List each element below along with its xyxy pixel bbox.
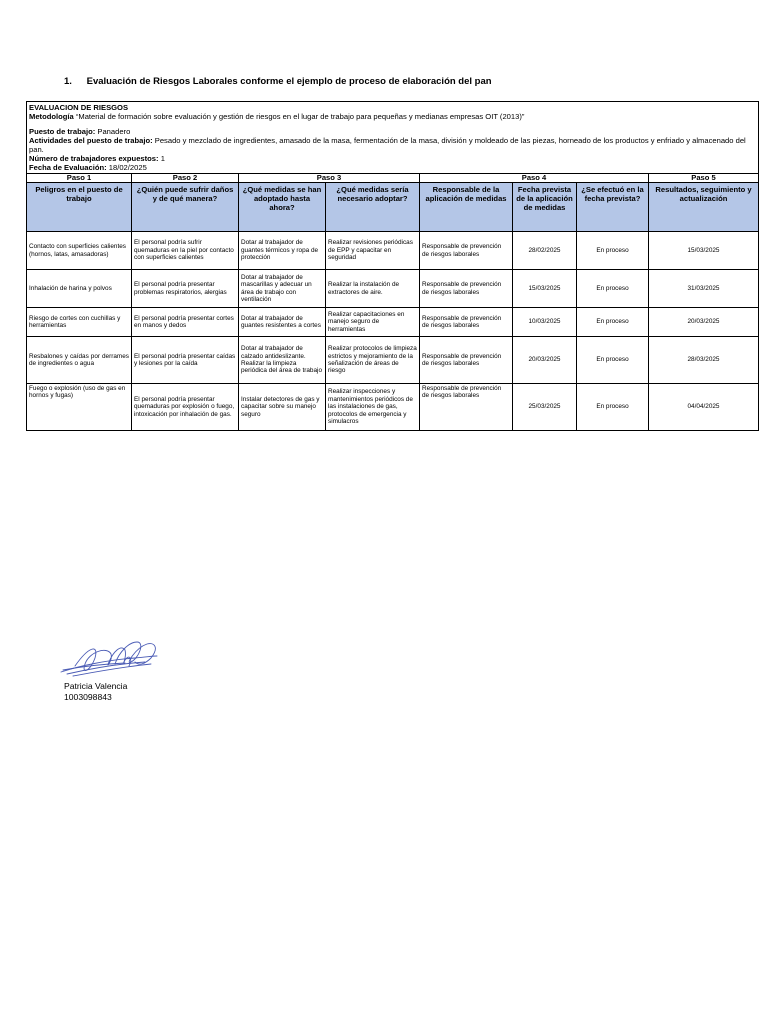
date-label: Fecha de Evaluación: xyxy=(29,163,107,172)
done-cell: En proceso xyxy=(577,270,649,308)
col-header-responsible: Responsable de la aplicación de medidas xyxy=(420,183,513,232)
hazard-cell: Fuego o explosión (uso de gas en hornos y fugas) xyxy=(27,384,132,431)
col-header-current-measures: ¿Qué medidas se han adoptado hasta ahora? xyxy=(239,183,326,232)
table-row xyxy=(27,337,759,384)
result-cell: 28/03/2025 xyxy=(649,337,759,384)
current-measures-cell: Dotar al trabajador de calzado antideslizante. Realizar la limpieza periódica del área de trabajo xyxy=(239,337,326,384)
table-row xyxy=(27,308,759,337)
who-cell: El personal podría presentar problemas respiratorios, alergias xyxy=(132,270,239,308)
signer-id: 1003098843 xyxy=(64,692,112,702)
hazard-cell: Inhalación de harina y polvos xyxy=(27,270,132,308)
step-2: Paso 2 xyxy=(132,174,239,183)
signer-name: Patricia Valencia xyxy=(64,681,128,691)
planned-date-cell: 28/02/2025 xyxy=(513,232,577,270)
needed-measures-cell: Realizar capacitaciones en manejo seguro de herramientas xyxy=(326,308,420,337)
who-cell: El personal podría presentar cortes en manos y dedos xyxy=(132,308,239,337)
col-header-hazard: Peligros en el puesto de trabajo xyxy=(27,183,132,232)
evaluation-info xyxy=(27,102,759,174)
result-cell: 31/03/2025 xyxy=(649,270,759,308)
position-value: Panadero xyxy=(97,127,131,136)
heading-number: 1. xyxy=(64,76,72,87)
methodology-label: Metodología xyxy=(29,112,74,121)
activities-value: Pesado y mezclado de ingredientes, amasado de la masa, fermentación de la masa, división y moldeado de las piezas, horneado de los productos y enfriado y almacenado del pan. xyxy=(29,136,746,154)
result-cell: 15/03/2025 xyxy=(649,232,759,270)
heading-text: Evaluación de Riesgos Laborales conforme el ejemplo de proceso de elaboración del pan xyxy=(86,76,492,87)
planned-date-cell: 25/03/2025 xyxy=(513,384,577,431)
needed-measures-cell: Realizar inspecciones y mantenimientos periódicos de las instalaciones de gas, protocolos de emergencia y simulacros xyxy=(326,384,420,431)
col-header-results: Resultados, seguimiento y actualización xyxy=(649,183,759,232)
current-measures-cell: Instalar detectores de gas y capacitar sobre su manejo seguro xyxy=(239,384,326,431)
col-header-needed-measures: ¿Qué medidas sería necesario adoptar? xyxy=(326,183,420,232)
current-measures-cell: Dotar al trabajador de mascarillas y adecuar un área de trabajo con ventilación xyxy=(239,270,326,308)
risk-evaluation-table xyxy=(26,101,759,431)
responsible-cell: Responsable de prevención de riesgos laborales xyxy=(420,270,513,308)
done-cell: En proceso xyxy=(577,384,649,431)
col-header-done: ¿Se efectuó en la fecha prevista? xyxy=(577,183,649,232)
col-header-who: ¿Quién puede sufrir daños y de qué manera? xyxy=(132,183,239,232)
done-cell: En proceso xyxy=(577,232,649,270)
planned-date-cell: 10/03/2025 xyxy=(513,308,577,337)
planned-date-cell: 20/03/2025 xyxy=(513,337,577,384)
table-row xyxy=(27,232,759,270)
who-cell: El personal podría presentar caídas y lesiones por la caída xyxy=(132,337,239,384)
info-title: EVALUACION DE RIESGOS xyxy=(29,103,129,112)
step-4: Paso 4 xyxy=(420,174,649,183)
responsible-cell: Responsable de prevención de riesgos laborales xyxy=(420,384,513,431)
hazard-cell: Resbalones y caídas por derrames de ingredientes o agua xyxy=(27,337,132,384)
step-1: Paso 1 xyxy=(27,174,132,183)
needed-measures-cell: Realizar revisiones periódicas de EPP y capacitar en seguridad xyxy=(326,232,420,270)
column-header-row xyxy=(27,183,759,232)
responsible-cell: Responsable de prevención de riesgos laborales xyxy=(420,308,513,337)
result-cell: 04/04/2025 xyxy=(649,384,759,431)
section-heading xyxy=(64,76,492,87)
hazard-cell: Contacto con superficies calientes (hornos, latas, amasadoras) xyxy=(27,232,132,270)
date-value: 18/02/2025 xyxy=(108,163,147,172)
step-3: Paso 3 xyxy=(239,174,420,183)
table-row xyxy=(27,270,759,308)
needed-measures-cell: Realizar protocolos de limpieza estrictos y mejoramiento de la señalización de áreas de riesgo xyxy=(326,337,420,384)
done-cell: En proceso xyxy=(577,308,649,337)
col-header-planned-date: Fecha prevista de la aplicación de medidas xyxy=(513,183,577,232)
result-cell: 20/03/2025 xyxy=(649,308,759,337)
workers-label: Número de trabajadores expuestos: xyxy=(29,154,159,163)
current-measures-cell: Dotar al trabajador de guantes térmicos y ropa de protección xyxy=(239,232,326,270)
current-measures-cell: Dotar al trabajador de guantes resistentes a cortes xyxy=(239,308,326,337)
responsible-cell: Responsable de prevención de riesgos laborales xyxy=(420,337,513,384)
planned-date-cell: 15/03/2025 xyxy=(513,270,577,308)
signature-block xyxy=(64,681,127,703)
methodology-value: “Material de formación sobre evaluación y gestión de riesgos en el lugar de trabajo para pequeñas y medianas empresas OIT (2013)” xyxy=(75,112,525,121)
position-label: Puesto de trabajo: xyxy=(29,127,96,136)
handwritten-signature xyxy=(55,636,165,682)
done-cell: En proceso xyxy=(577,337,649,384)
needed-measures-cell: Realizar la instalación de extractores de aire. xyxy=(326,270,420,308)
responsible-cell: Responsable de prevención de riesgos laborales xyxy=(420,232,513,270)
activities-label: Actividades del puesto de trabajo: xyxy=(29,136,153,145)
step-5: Paso 5 xyxy=(649,174,759,183)
hazard-cell: Riesgo de cortes con cuchillas y herramientas xyxy=(27,308,132,337)
workers-value: 1 xyxy=(160,154,165,163)
table-row xyxy=(27,384,759,431)
who-cell: El personal podría sufrir quemaduras en la piel por contacto con superficies calientes xyxy=(132,232,239,270)
who-cell: El personal podría presentar quemaduras por explosión o fuego, intoxicación por inhalación de gas. xyxy=(132,384,239,431)
step-row xyxy=(27,174,759,183)
